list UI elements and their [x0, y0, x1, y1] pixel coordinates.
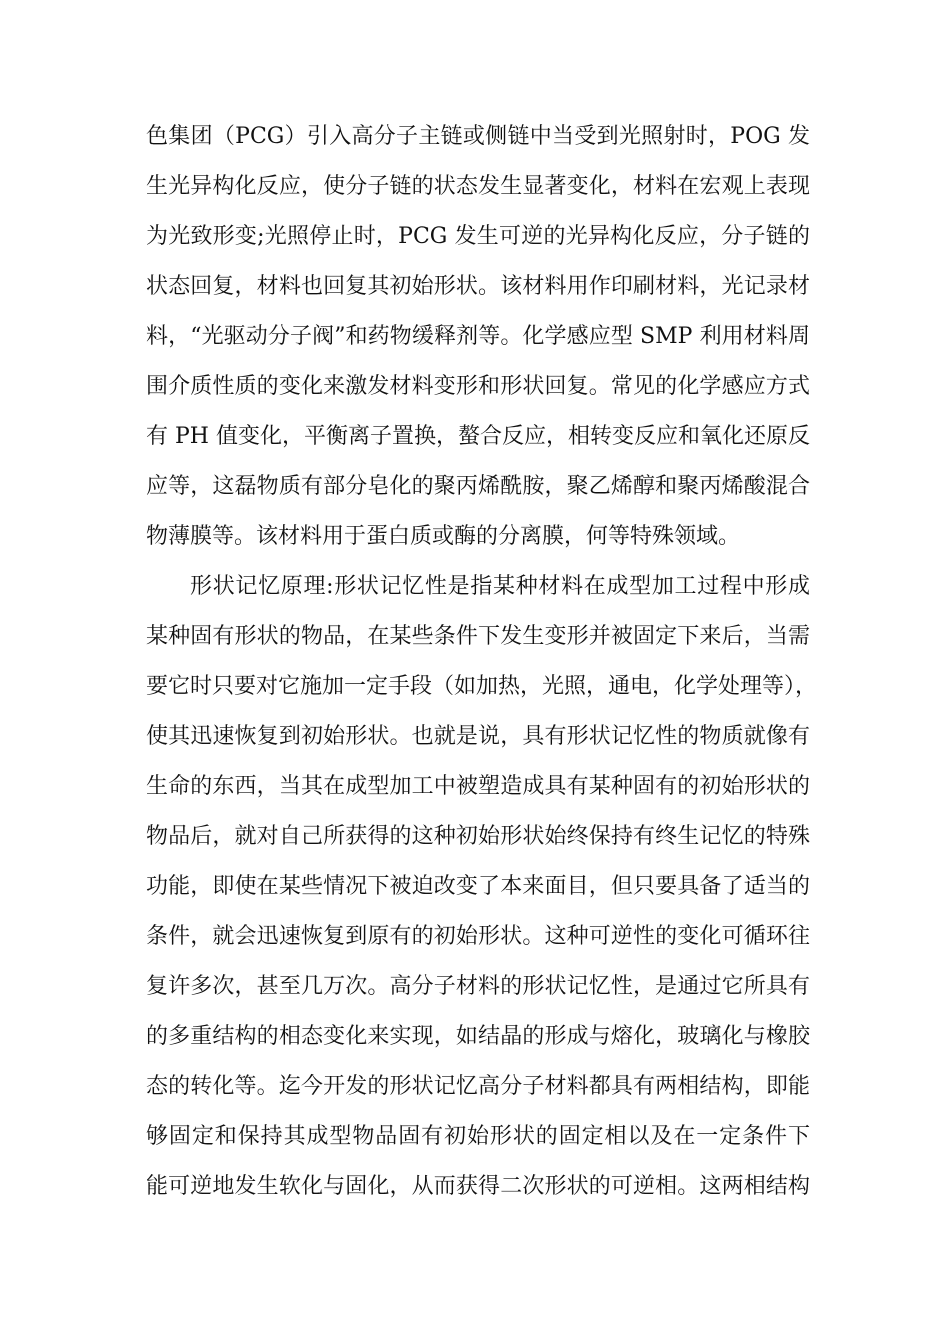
text-line: 应等，这磊物质有部分皂化的聚丙烯酰胺，聚乙烯醇和聚丙烯酸混合 — [146, 474, 810, 499]
text-line: 生光异构化反应，使分子链的状态发生显著变化，材料在宏观上表现 — [146, 174, 810, 199]
text-line: 态的转化等。迄今开发的形状记忆高分子材料都具有两相结构，即能 — [146, 1074, 810, 1099]
body-text — [146, 112, 818, 1212]
text-line: 围介质性质的变化来激发材料变形和形状回复。常见的化学感应方式 — [146, 374, 810, 399]
paragraph-1 — [146, 112, 810, 562]
text-line: 条件，就会迅速恢复到原有的初始形状。这种可逆性的变化可循环往 — [146, 924, 810, 949]
text-line: 要它时只要对它施加一定手段（如加热，光照，通电，化学处理等）， — [146, 674, 818, 699]
text-line: 料，“光驱动分子阀”和药物缓释剂等。化学感应型 SMP 利用材料周 — [146, 324, 810, 349]
text-line: 状态回复，材料也回复其初始形状。该材料用作印刷材料，光记录材 — [146, 274, 810, 299]
text-line: 够固定和保持其成型物品固有初始形状的固定相以及在一定条件下 — [146, 1124, 810, 1149]
text-line: 使其迅速恢复到初始形状。也就是说，具有形状记忆性的物质就像有 — [146, 724, 810, 749]
text-line: 物薄膜等。该材料用于蛋白质或酶的分离膜，何等特殊领域。 — [146, 524, 741, 549]
text-line: 复许多次，甚至几万次。高分子材料的形状记忆性，是通过它所具有 — [146, 974, 810, 999]
text-line: 物品后，就对自己所获得的这种初始形状始终保持有终生记忆的特殊 — [146, 824, 810, 849]
text-line: 某种固有形状的物品，在某些条件下发生变形并被固定下来后，当需 — [146, 624, 810, 649]
text-line: 能可逆地发生软化与固化，从而获得二次形状的可逆相。这两相结构 — [146, 1174, 810, 1199]
text-line: 色集团（PCG）引入高分子主链或侧链中当受到光照射时，POG 发 — [146, 124, 810, 149]
text-line: 为光致形变;光照停止时，PCG 发生可逆的光异构化反应，分子链的 — [146, 224, 810, 249]
text-line: 的多重结构的相态变化来实现，如结晶的形成与熔化，玻璃化与橡胶 — [146, 1024, 810, 1049]
text-line: 功能，即使在某些情况下被迫改变了本来面目，但只要具备了适当的 — [146, 874, 810, 899]
text-line: 形状记忆原理:形状记忆性是指某种材料在成型加工过程中形成 — [190, 574, 810, 599]
text-line: 有 PH 值变化，平衡离子置换，螯合反应，相转变反应和氧化还原反 — [146, 424, 810, 449]
text-line: 生命的东西，当其在成型加工中被塑造成具有某种固有的初始形状的 — [146, 774, 810, 799]
paragraph-2 — [146, 562, 818, 1212]
